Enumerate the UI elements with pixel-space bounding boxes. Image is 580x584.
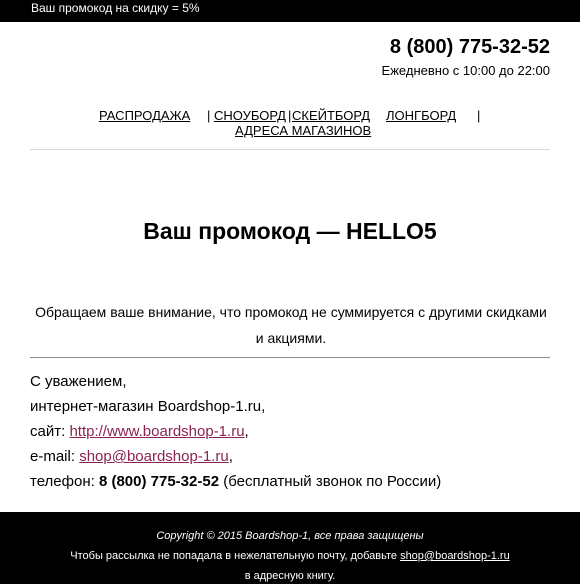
nav-separator: | <box>477 108 481 123</box>
email-link[interactable]: shop@boardshop-1.ru <box>79 448 229 465</box>
header-phone: 8 (800) 775-32-52 <box>389 36 550 58</box>
signature-phone-line <box>30 469 441 494</box>
promo-notice: Обращаем ваше внимание, что промокод не суммируется с другими скидками и акциями. <box>35 304 547 346</box>
signature-email-line <box>30 444 441 469</box>
nav-item-skateboard[interactable]: СКЕЙТБОРД <box>292 108 371 123</box>
signature-phone: 8 (800) 775-32-52 <box>98 473 220 490</box>
comma: , <box>228 448 233 465</box>
site-link[interactable]: http://www.boardshop-1.ru <box>69 423 245 440</box>
footer-spam-tail: в адресную книгу. <box>244 570 336 582</box>
footer <box>0 512 580 584</box>
header-divider <box>30 149 550 150</box>
main-nav <box>0 108 580 140</box>
nav-separator: | <box>288 108 292 123</box>
footer-copyright: Copyright © 2015 Boardshop-1, все права защищены <box>156 530 424 542</box>
email-label: e-mail: <box>30 448 80 465</box>
signature-site-line <box>30 419 441 444</box>
nav-item-store-addresses[interactable]: АДРЕСА МАГАЗИНОВ <box>235 123 372 138</box>
phone-label: телефон: <box>30 473 99 490</box>
promo-line: Ваш промокод на скидку = 5% <box>31 1 200 15</box>
nav-item-longboard[interactable]: ЛОНГБОРД <box>386 108 457 123</box>
site-label: сайт: <box>30 423 70 440</box>
phone-note: (бесплатный звонок по России) <box>219 473 442 490</box>
signature-store: интернет-магазин Boardshop-1.ru, <box>30 398 266 415</box>
nav-separator: | <box>207 108 211 123</box>
nav-item-snowboard[interactable]: СНОУБОРД <box>214 108 286 123</box>
footer-spam-text: Чтобы рассылка не попадала в нежелательную почту, добавьте <box>70 550 401 562</box>
signature-greeting: С уважением, <box>30 373 127 390</box>
signature-block <box>30 369 441 494</box>
comma: , <box>244 423 249 440</box>
promo-top-bar <box>0 0 580 22</box>
header-hours: Ежедневно с 10:00 до 22:00 <box>381 63 550 78</box>
promo-headline: Ваш промокод — HELLO5 <box>143 218 437 244</box>
content-divider <box>30 357 550 358</box>
nav-item-sale[interactable]: РАСПРОДАЖА <box>99 108 191 123</box>
footer-spam-line <box>0 550 580 562</box>
footer-email-link[interactable]: shop@boardshop-1.ru <box>400 550 510 562</box>
